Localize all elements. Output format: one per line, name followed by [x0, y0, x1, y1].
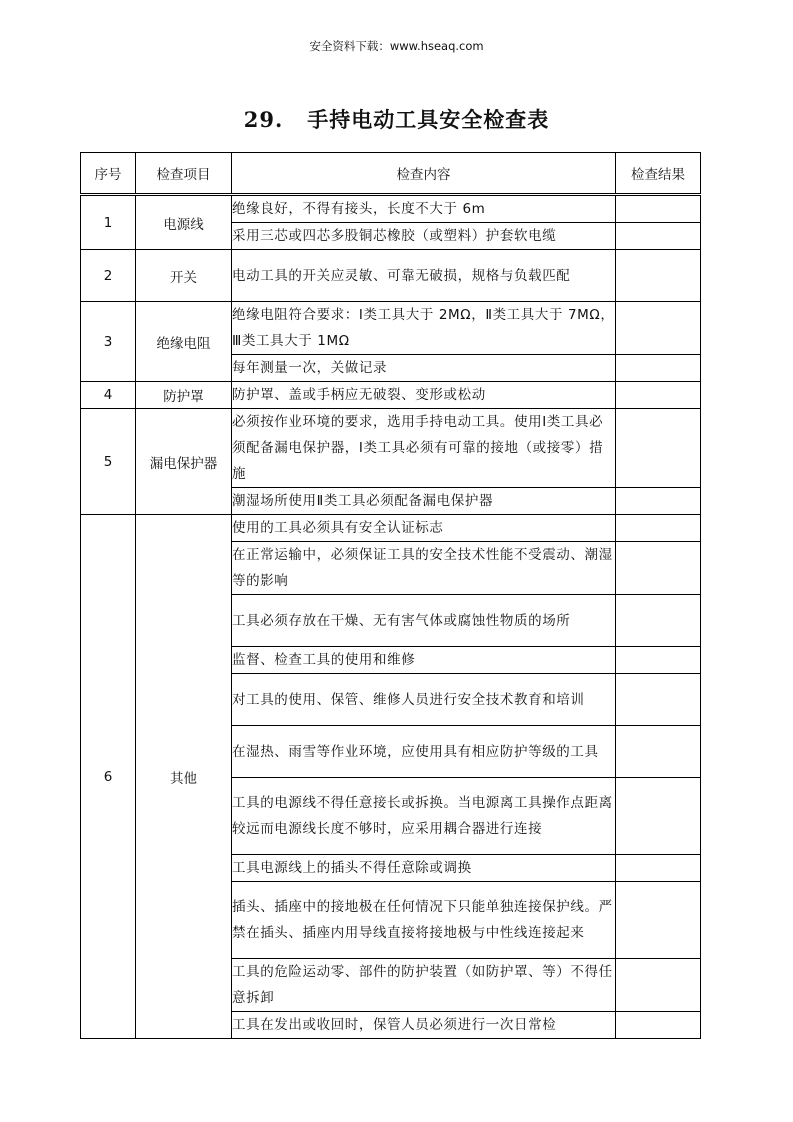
check-result-cell[interactable] — [616, 595, 701, 647]
check-item: 开关 — [136, 250, 232, 302]
check-content: 工具的危险运动零、部件的防护装置（如防护罩、等）不得任意拆卸 — [232, 959, 616, 1012]
check-item: 漏电保护器 — [136, 409, 232, 515]
check-result-cell[interactable] — [616, 882, 701, 959]
row-number: 6 — [81, 515, 136, 1039]
check-content: 采用三芯或四芯多股铜芯橡胶（或塑料）护套软电缆 — [232, 223, 616, 250]
check-result-cell[interactable] — [616, 515, 701, 542]
table-row — [81, 250, 701, 302]
table-row — [81, 195, 701, 223]
column-header-item: 检查项目 — [136, 153, 232, 195]
check-content: 绝缘良好，不得有接头，长度不大于 6m — [232, 195, 616, 223]
check-result-cell[interactable] — [616, 488, 701, 515]
check-content: 工具电源线上的插头不得任意除或调换 — [232, 855, 616, 882]
check-content: 使用的工具必须具有安全认证标志 — [232, 515, 616, 542]
check-result-cell[interactable] — [616, 674, 701, 726]
check-content: 防护罩、盖或手柄应无破裂、变形或松动 — [232, 382, 616, 409]
row-number: 1 — [81, 195, 136, 250]
check-content: 每年测量一次，关做记录 — [232, 355, 616, 382]
check-result-cell[interactable] — [616, 195, 701, 223]
title-text: 手持电动工具安全检查表 — [307, 107, 550, 132]
check-result-cell[interactable] — [616, 355, 701, 382]
check-result-cell[interactable] — [616, 382, 701, 409]
inspection-table — [80, 152, 701, 1039]
row-number: 2 — [81, 250, 136, 302]
document-title — [0, 106, 793, 134]
check-content: 插头、插座中的接地极在任何情况下只能单独连接保护线。严禁在插头、插座内用导线直接将接地极与中性线连接起来 — [232, 882, 616, 959]
check-content: 在湿热、雨雪等作业环境，应使用具有相应防护等级的工具 — [232, 726, 616, 778]
check-content: 工具在发出或收回时，保管人员必须进行一次日常检 — [232, 1012, 616, 1039]
check-item: 绝缘电阻 — [136, 302, 232, 382]
check-item: 防护罩 — [136, 382, 232, 409]
table-body — [81, 195, 701, 1039]
table-row — [81, 302, 701, 355]
check-result-cell[interactable] — [616, 250, 701, 302]
check-content: 在正常运输中，必须保证工具的安全技术性能不受震动、潮湿等的影响 — [232, 542, 616, 595]
check-content: 监督、检查工具的使用和维修 — [232, 647, 616, 674]
column-header-result: 检查结果 — [616, 153, 701, 195]
check-result-cell[interactable] — [616, 409, 701, 488]
table-row — [81, 409, 701, 488]
check-result-cell[interactable] — [616, 778, 701, 855]
column-header-content: 检查内容 — [232, 153, 616, 195]
page-header: 安全资料下载：www.hseaq.com — [309, 39, 484, 53]
check-content: 潮湿场所使用Ⅱ类工具必须配备漏电保护器 — [232, 488, 616, 515]
check-content: 工具必须存放在干燥、无有害气体或腐蚀性物质的场所 — [232, 595, 616, 647]
row-number: 5 — [81, 409, 136, 515]
check-item: 其他 — [136, 515, 232, 1039]
title-number: 29. — [243, 107, 284, 132]
check-content: 电动工具的开关应灵敏、可靠无破损，规格与负载匹配 — [232, 250, 616, 302]
table-row — [81, 515, 701, 542]
check-result-cell[interactable] — [616, 223, 701, 250]
table-row — [81, 382, 701, 409]
check-result-cell[interactable] — [616, 1012, 701, 1039]
check-result-cell[interactable] — [616, 647, 701, 674]
check-result-cell[interactable] — [616, 855, 701, 882]
row-number: 3 — [81, 302, 136, 382]
check-item: 电源线 — [136, 195, 232, 250]
row-number: 4 — [81, 382, 136, 409]
check-result-cell[interactable] — [616, 302, 701, 355]
check-content: 必须按作业环境的要求，选用手持电动工具。使用Ⅰ类工具必须配备漏电保护器，Ⅰ类工具必须有可靠的接地（或接零）措施 — [232, 409, 616, 488]
check-result-cell[interactable] — [616, 542, 701, 595]
check-content: 绝缘电阻符合要求：Ⅰ类工具大于 2MΩ，Ⅱ类工具大于 7MΩ，Ⅲ类工具大于 1MΩ — [232, 302, 616, 355]
check-result-cell[interactable] — [616, 726, 701, 778]
check-content: 对工具的使用、保管、维修人员进行安全技术教育和培训 — [232, 674, 616, 726]
column-header-no: 序号 — [81, 153, 136, 195]
check-result-cell[interactable] — [616, 959, 701, 1012]
table-header-row — [81, 153, 701, 195]
check-content: 工具的电源线不得任意接长或拆换。当电源离工具操作点距离较远而电源线长度不够时，应采用耦合器进行连接 — [232, 778, 616, 855]
